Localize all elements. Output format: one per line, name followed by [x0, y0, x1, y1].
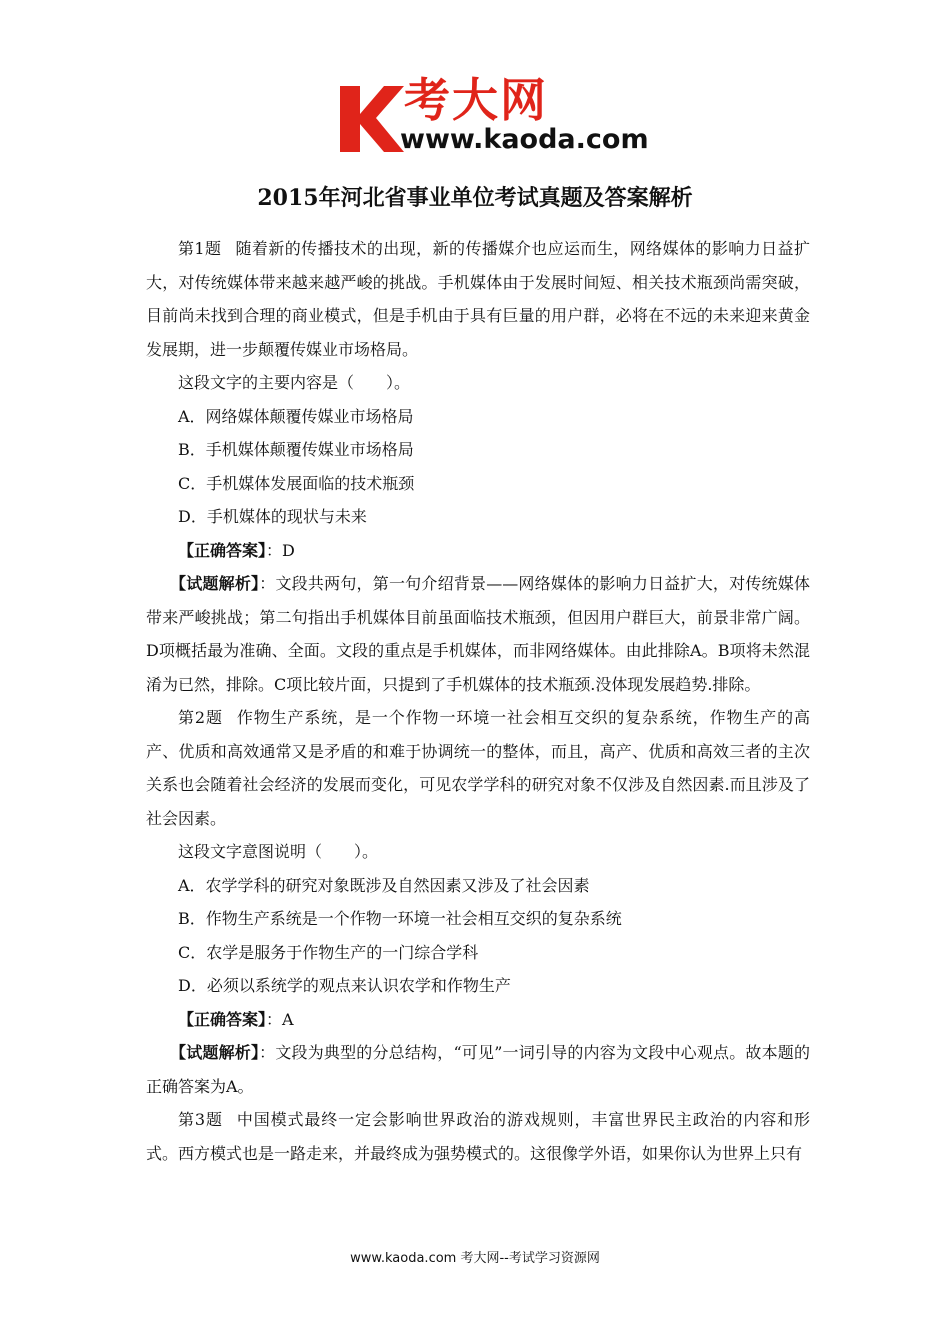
q1-option-a: A．网络媒体颠覆传媒业市场格局 — [178, 406, 414, 426]
q1-stem — [146, 232, 810, 366]
q2-option-a: A．农学学科的研究对象既涉及自然因素又涉及了社会因素 — [178, 875, 590, 895]
q1-analysis-label: 【试题解析】 — [170, 574, 260, 593]
q1-option-d: D．手机媒体的现状与未来 — [178, 507, 367, 526]
q1-stem-text: 随着新的传播技术的出现，新的传播媒介也应运而生，网络媒体的影响力日益扩大，对传统媒体带来越来越严峻的挑战。手机媒体由于发展时间短、相关技术瓶颈尚需突破，目前尚未找到合理的商业模式，但是手机由于具有巨量的用户群，必将在不远的未来迎来黄金发展期，进一步颠覆传媒业市场格局。 — [146, 239, 810, 359]
q1-option-b: B．手机媒体颠覆传媒业市场格局 — [178, 440, 414, 459]
q1-option-c: C．手机媒体发展面临的技术瓶颈 — [178, 473, 415, 493]
q2-analysis-label: 【试题解析】 — [170, 1043, 260, 1062]
q1-answer — [146, 534, 810, 568]
q2-answer-value: ：A — [266, 1009, 294, 1029]
q1-answer-value: ：D — [266, 540, 295, 560]
k-logo-icon — [336, 78, 406, 160]
q2-number: 第2题 — [178, 708, 223, 727]
q1-analysis-text: ：文段共两句，第一句介绍背景——网络媒体的影响力日益扩大，对传统媒体带来严峻挑战；第二句指出手机媒体目前虽面临技术瓶颈，但因用户群巨大，前景非常广阔。D项概括最为准确、全面。文段的重点是手机媒体，而非网络媒体。由此排除A。B项将未然混淆为已然，排除。C项比较片面，只提到了手机媒体的技术瓶颈.没体现发展趋势.排除。 — [146, 574, 810, 694]
q2-option-b: B．作物生产系统是一个作物一环境一社会相互交织的复杂系统 — [178, 909, 622, 928]
q3-stem-text: 中国模式最终一定会影响世界政治的游戏规则，丰富世界民主政治的内容和形式。西方模式也是一路走来，并最终成为强势模式的。这很像学外语，如果你认为世界上只有 — [146, 1110, 810, 1163]
logo-name: 考大网 — [404, 73, 548, 127]
q2-analysis — [146, 1036, 810, 1103]
page-footer: www.kaoda.com 考大网--考试学习资源网 — [350, 1251, 600, 1266]
q1-answer-label: 【正确答案】 — [178, 540, 267, 560]
document-title: 2015年河北省事业单位考试真题及答案解析 — [257, 185, 693, 211]
document-body — [146, 232, 810, 1170]
q2-answer — [146, 1003, 810, 1037]
q1-number: 第1题 — [178, 239, 222, 258]
q2-option-d: D．必须以系统学的观点来认识农学和作物生产 — [178, 976, 511, 995]
q1-question: 这段文字的主要内容是（ ）。 — [178, 373, 411, 392]
q3-number: 第3题 — [178, 1110, 223, 1129]
q3-stem — [146, 1103, 810, 1170]
q1-analysis — [146, 567, 810, 701]
kaoda-logo — [336, 73, 666, 160]
q2-question: 这段文字意图说明（ ）。 — [178, 842, 379, 861]
q2-analysis-text: ：文段为典型的分总结构，“可见”一词引导的内容为文段中心观点。故本题的正确答案为A。 — [146, 1043, 810, 1096]
logo-url: www.kaoda.com — [400, 124, 649, 155]
q2-answer-label: 【正确答案】 — [178, 1009, 267, 1029]
q2-stem — [146, 701, 810, 835]
q2-stem-text: 作物生产系统，是一个作物一环境一社会相互交织的复杂系统，作物生产的高产、优质和高效通常又是矛盾的和难于协调统一的整体，而且，高产、优质和高效三者的主次关系也会随着社会经济的发展而变化，可见农学学科的研究对象不仅涉及自然因素.而且涉及了社会因素。 — [146, 708, 810, 828]
q2-option-c: C．农学是服务于作物生产的一门综合学科 — [178, 942, 479, 962]
